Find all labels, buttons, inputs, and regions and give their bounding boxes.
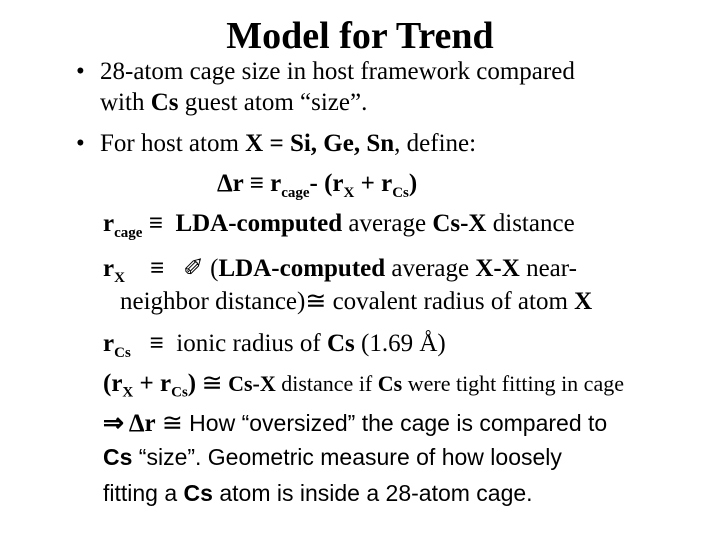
- r-symbol: r: [103, 255, 115, 282]
- text-span: average: [385, 255, 476, 282]
- bullet-2-line: [100, 130, 476, 158]
- rx-definition-line-1: [103, 253, 577, 286]
- text-span: For host atom: [100, 130, 246, 157]
- subscript: Cs: [392, 185, 409, 201]
- text-span: were tight fitting in cage: [402, 371, 624, 396]
- formula-part: - (r: [309, 170, 344, 197]
- text-span: distance if: [275, 371, 378, 396]
- text-span: How “oversized” the cage is compared to: [182, 410, 608, 436]
- text-span: covalent radius of atom: [326, 288, 575, 315]
- approx-symbol: ≅: [201, 370, 223, 397]
- text-span: , define:: [394, 130, 477, 157]
- page-title: Model for Trend: [226, 15, 494, 57]
- cs-label: Cs: [377, 371, 403, 396]
- conclusion-line-2: [103, 444, 562, 471]
- text-span: atom is inside a 28-atom cage.: [212, 480, 533, 506]
- r-symbol: r: [103, 210, 115, 237]
- bullet-1-line-1: 28-atom cage size in host framework compared: [100, 58, 575, 85]
- formula-part: + r: [133, 370, 172, 397]
- rcage-definition: [103, 210, 575, 241]
- text-span: (1.69 Å): [354, 330, 446, 357]
- subscript: cage: [114, 225, 143, 241]
- bullet-1-line-2: [100, 89, 367, 117]
- text-span: near-: [519, 255, 577, 282]
- lda-computed-label: LDA-computed: [175, 210, 343, 237]
- text-span: “size”. Geometric measure of how loosely: [132, 444, 562, 470]
- subscript: X: [114, 270, 125, 286]
- subscript: Cs: [114, 345, 131, 361]
- subscript: cage: [281, 185, 310, 201]
- text-span: guest atom “size”.: [178, 89, 368, 116]
- formula-part: ): [408, 170, 418, 197]
- formula-r: r: [270, 170, 282, 197]
- rx-definition-line-2: [120, 286, 592, 316]
- equiv-symbol: ≡: [249, 170, 264, 197]
- delta-r-formula: [217, 170, 418, 201]
- text-span: with: [100, 89, 151, 116]
- lda-computed-label: LDA-computed: [218, 255, 386, 282]
- subscript: X: [343, 185, 355, 201]
- implies-symbol: ⇒: [103, 410, 124, 437]
- delta-r-symbol: Δr: [123, 410, 156, 437]
- formula-delta-r: Δr: [217, 170, 244, 197]
- approx-symbol: ≅: [305, 288, 327, 315]
- text-span: ionic radius of: [170, 330, 327, 357]
- cs-label: Cs: [326, 330, 355, 357]
- x-label: X: [574, 288, 593, 315]
- conclusion-line-3: [103, 480, 533, 507]
- bullet-marker-2: •: [76, 130, 85, 157]
- text-span: distance: [486, 210, 575, 237]
- text-span: (: [203, 255, 219, 282]
- formula-part: (r: [103, 370, 123, 397]
- cs-label: Cs: [103, 444, 133, 470]
- formula-part: + r: [354, 170, 393, 197]
- cs-x-label: Cs-X: [432, 210, 487, 237]
- equiv-symbol: ≡: [149, 255, 165, 282]
- text-span: fitting a: [103, 480, 184, 506]
- pencil-icon: ✐: [182, 254, 204, 282]
- cs-label: Cs: [183, 480, 213, 506]
- text-span: neighbor distance): [120, 288, 306, 315]
- x-x-label: X-X: [475, 255, 520, 282]
- conclusion-line-1: [103, 408, 607, 438]
- equiv-symbol: ≡: [149, 330, 164, 357]
- equiv-symbol: ≡: [148, 210, 163, 237]
- text-span: average: [342, 210, 433, 237]
- rcs-definition: [103, 330, 446, 361]
- sum-definition: [103, 368, 624, 401]
- cs-label: Cs: [150, 89, 179, 116]
- host-atoms: X = Si, Ge, Sn: [245, 130, 395, 157]
- formula-part: ): [187, 370, 197, 397]
- subscript: Cs: [171, 384, 188, 401]
- approx-symbol: ≅: [161, 410, 183, 437]
- bullet-marker-1: •: [76, 58, 85, 85]
- cs-x-label: Cs-X: [228, 371, 276, 396]
- subscript: X: [122, 384, 134, 401]
- r-symbol: r: [103, 330, 115, 357]
